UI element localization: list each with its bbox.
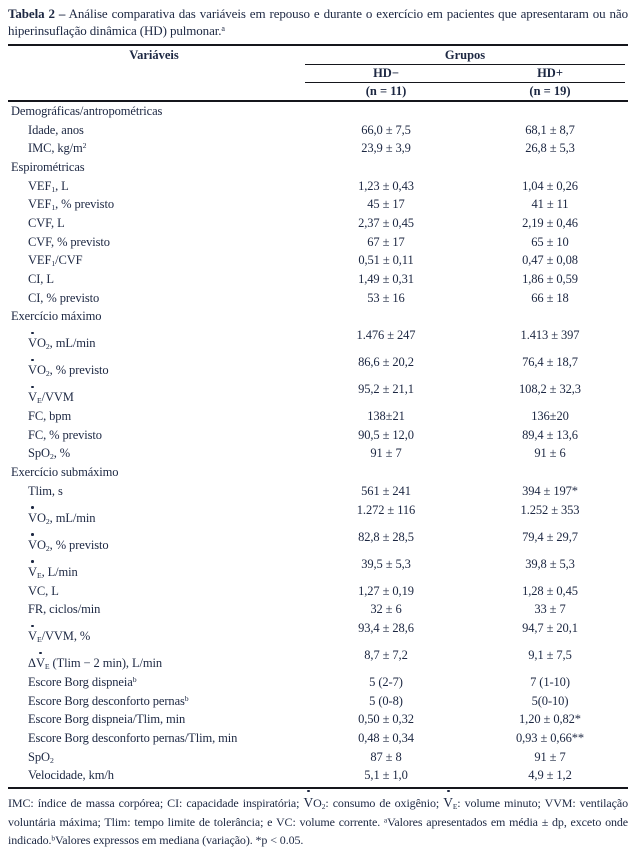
cell-hd-minus: 1,23 ± 0,43 [358, 178, 414, 193]
table-row [8, 233, 628, 252]
table-row [8, 729, 628, 748]
cell-hd-plus: 0,47 ± 0,08 [522, 253, 578, 268]
col-header-variables: Variáveis [129, 47, 179, 62]
cell-hd-plus: 1.252 ± 353 [520, 502, 580, 517]
cell-hd-plus: 26,8 ± 5,3 [525, 141, 575, 156]
table-row [8, 195, 628, 214]
row-label: Escore Borg desconforto pernas/Tlim, min [28, 730, 238, 745]
table-row [8, 214, 628, 233]
row-label: $VO_2$, mL/min [28, 336, 96, 352]
table-row [8, 748, 628, 767]
v-dot-symbol: V [35, 656, 45, 671]
v-dot-symbol: V [28, 564, 37, 579]
cell-hd-plus: 68,1 ± 8,7 [525, 122, 575, 137]
table-row [8, 121, 628, 140]
row-label: $VEF_1$, L [28, 178, 69, 194]
cell-hd-plus: 7 (1-10) [530, 674, 570, 689]
cell-hd-plus: 79,4 ± 29,7 [522, 529, 578, 544]
col-header-groups: Grupos [444, 47, 486, 62]
cell-hd-minus: 45 ± 17 [367, 197, 405, 212]
table-row [8, 710, 628, 729]
cell-hd-minus: 0,48 ± 0,34 [358, 730, 414, 745]
cell-hd-plus: 4,9 ± 1,2 [528, 768, 572, 783]
cell-hd-plus: 39,8 ± 5,3 [525, 556, 575, 571]
row-label: CI, % previsto [28, 290, 100, 305]
header-row-2 [8, 65, 628, 82]
cell-hd-plus: 94,7 ± 20,1 [522, 621, 578, 636]
row-label: FR, ciclos/min [28, 602, 101, 617]
v-dot-symbol: V [28, 336, 37, 351]
cell-hd-plus: 76,4 ± 18,7 [522, 355, 578, 370]
cell-hd-minus: 32 ± 6 [370, 602, 402, 617]
cell-hd-plus: 136±20 [531, 409, 569, 424]
cell-hd-plus: 1,86 ± 0,59 [522, 272, 578, 287]
row-label: CVF, % previsto [28, 234, 110, 249]
row-label: Velocidade, km/h [28, 768, 114, 783]
cell-hd-minus: 0,51 ± 0,11 [358, 253, 414, 268]
table-row [8, 407, 628, 426]
cell-hd-plus: 66 ± 18 [531, 290, 569, 305]
table-row [8, 767, 628, 786]
cell-hd-minus: 66,0 ± 7,5 [361, 122, 411, 137]
cell-hd-plus: 1,20 ± 0,82* [519, 712, 581, 727]
row-label: $V_E$/VVM, % [28, 629, 91, 644]
header-row-3 [8, 83, 628, 100]
row-label: Espirométricas [11, 159, 85, 174]
cell-hd-minus: 87 ± 8 [370, 749, 402, 764]
table-body [8, 102, 628, 785]
cell-hd-minus: 86,6 ± 20,2 [358, 355, 414, 370]
cell-hd-plus: 9,1 ± 7,5 [528, 648, 572, 663]
row-label: $VO_2$, mL/min [28, 510, 96, 526]
v-dot-symbol: V [28, 510, 37, 525]
row-label: $\Delta V_E$ (Tlim − 2 min), L/min [28, 656, 163, 671]
col-header-hd-minus: HD− [373, 66, 399, 80]
cell-hd-minus: 2,37 ± 0,45 [358, 215, 414, 230]
table-row [8, 555, 628, 582]
cell-hd-plus: 91 ± 7 [534, 749, 566, 764]
cell-hd-plus: 1,28 ± 0,45 [522, 583, 578, 598]
cell-hd-plus: 5(0-10) [531, 693, 569, 708]
table-row [8, 646, 628, 673]
header-row-1 [8, 46, 628, 64]
section-row [8, 463, 628, 482]
row-label: IMC, $kg/m^2$ [28, 141, 87, 156]
v-dot-symbol: V [28, 390, 37, 405]
cell-hd-minus: 5,1 ± 1,0 [364, 768, 408, 783]
row-label: Escore Borg dispneia$^b$ [28, 674, 137, 689]
cell-hd-minus: 39,5 ± 5,3 [361, 556, 411, 571]
cell-hd-minus: 5 (2-7) [369, 674, 403, 689]
cell-hd-minus: 561 ± 241 [361, 483, 411, 498]
row-label: Escore Borg desconforto pernas$^b$ [28, 693, 189, 708]
row-label: FC, % previsto [28, 427, 102, 442]
row-label: $V_E$/VVM [28, 390, 74, 406]
cell-hd-plus: 41 ± 11 [531, 197, 569, 212]
table-row [8, 619, 628, 646]
row-label: Demográficas/antropométricas [11, 103, 163, 118]
table-row [8, 289, 628, 308]
row-label: VC, L [28, 583, 59, 598]
section-row [8, 158, 628, 177]
cell-hd-minus: 23,9 ± 3,9 [361, 141, 411, 156]
v-dot-symbol: V [443, 794, 453, 813]
col-subheader-n1: (n = 11) [365, 84, 407, 98]
table-row [8, 528, 628, 555]
title-footnote-marker: a [221, 23, 225, 33]
v-dot-symbol: V [28, 363, 37, 378]
row-label: $VEF_1$/CVF [28, 253, 83, 269]
cell-hd-plus: 89,4 ± 13,6 [522, 427, 578, 442]
row-label: $VO_2$, % previsto [28, 363, 109, 379]
cell-hd-minus: 95,2 ± 21,1 [358, 382, 414, 397]
table-row [8, 445, 628, 464]
table-row [8, 353, 628, 380]
v-dot-symbol: V [304, 794, 314, 813]
cell-hd-minus: 1.476 ± 247 [356, 328, 416, 343]
table-footnote: IMC: índice de massa corpórea; CI: capacidade inspiratória; $VO_2$: consumo de oxigênio; $V_E$: volume minuto; VVM: ventilação voluntária máxima; Tlim: tempo limite de tolerância; e VC: volume corrente. $^a$Valores apresentados em média ± dp, exceto onde indicado.$^b$Valores expressos em mediana (variação). *p < 0.05. [8, 795, 628, 848]
table-row [8, 252, 628, 271]
table-row [8, 582, 628, 601]
table-row [8, 139, 628, 158]
cell-hd-minus: 90,5 ± 12,0 [358, 427, 414, 442]
v-dot-symbol: V [28, 537, 37, 552]
cell-hd-plus: 2,19 ± 0,46 [522, 215, 578, 230]
cell-hd-plus: 1.413 ± 397 [520, 328, 580, 343]
cell-hd-plus: 65 ± 10 [531, 234, 569, 249]
row-label: SpO$_2$ [28, 749, 54, 765]
row-label: $VEF_1$, % previsto [28, 197, 114, 213]
table-header [8, 44, 628, 102]
cell-hd-minus: 5 (0-8) [369, 693, 403, 708]
table-row [8, 380, 628, 407]
row-label: $V_E$, L/min [28, 564, 78, 580]
table-row [8, 673, 628, 692]
cell-hd-minus: 67 ± 17 [367, 234, 405, 249]
cell-hd-minus: 1,49 ± 0,31 [358, 272, 414, 287]
cell-hd-plus: 91 ± 6 [534, 446, 566, 461]
cell-hd-plus: 33 ± 7 [534, 602, 566, 617]
cell-hd-minus: 8,7 ± 7,2 [364, 648, 408, 663]
col-header-hd-plus: HD+ [537, 66, 563, 80]
table-row [8, 177, 628, 196]
table-row [8, 270, 628, 289]
cell-hd-plus: 108,2 ± 32,3 [519, 382, 581, 397]
section-row [8, 308, 628, 327]
table-row [8, 326, 628, 353]
row-label: SpO$_2$, % [28, 446, 71, 462]
table-title [8, 5, 628, 39]
row-label: CVF, L [28, 215, 65, 230]
cell-hd-minus: 82,8 ± 28,5 [358, 529, 414, 544]
row-label: Tlim, s [28, 483, 63, 498]
row-label: Idade, anos [28, 122, 84, 137]
cell-hd-plus: 1,04 ± 0,26 [522, 178, 578, 193]
row-label: FC, bpm [28, 409, 72, 424]
row-label: Exercício submáximo [11, 465, 119, 480]
cell-hd-plus: 394 ± 197* [522, 483, 578, 498]
section-row [8, 102, 628, 121]
row-label: Escore Borg dispneia/Tlim, min [28, 712, 186, 727]
table-row [8, 501, 628, 528]
cell-hd-minus: 138±21 [367, 409, 405, 424]
cell-hd-minus: 93,4 ± 28,6 [358, 621, 414, 636]
cell-hd-minus: 1,27 ± 0,19 [358, 583, 414, 598]
table-row [8, 692, 628, 711]
row-label: Exercício máximo [11, 309, 102, 324]
cell-hd-minus: 91 ± 7 [370, 446, 402, 461]
table-title-text: Análise comparativa das variáveis em repouso e durante o exercício em pacientes que apresentaram ou não hiperinsuflação dinâmica (HD) pulmonar. [8, 6, 628, 38]
col-subheader-n2: (n = 19) [529, 84, 571, 98]
row-label: $VO_2$, % previsto [28, 537, 109, 553]
table-row [8, 600, 628, 619]
table-row [8, 426, 628, 445]
cell-hd-minus: 0,50 ± 0,32 [358, 712, 414, 727]
row-label: CI, L [28, 272, 54, 287]
table-row [8, 482, 628, 501]
cell-hd-minus: 53 ± 16 [367, 290, 405, 305]
table-number-label: Tabela 2 – [8, 6, 66, 21]
cell-hd-plus: 0,93 ± 0,66** [515, 730, 585, 745]
v-dot-symbol: V [28, 629, 37, 644]
cell-hd-minus: 1.272 ± 116 [356, 502, 416, 517]
